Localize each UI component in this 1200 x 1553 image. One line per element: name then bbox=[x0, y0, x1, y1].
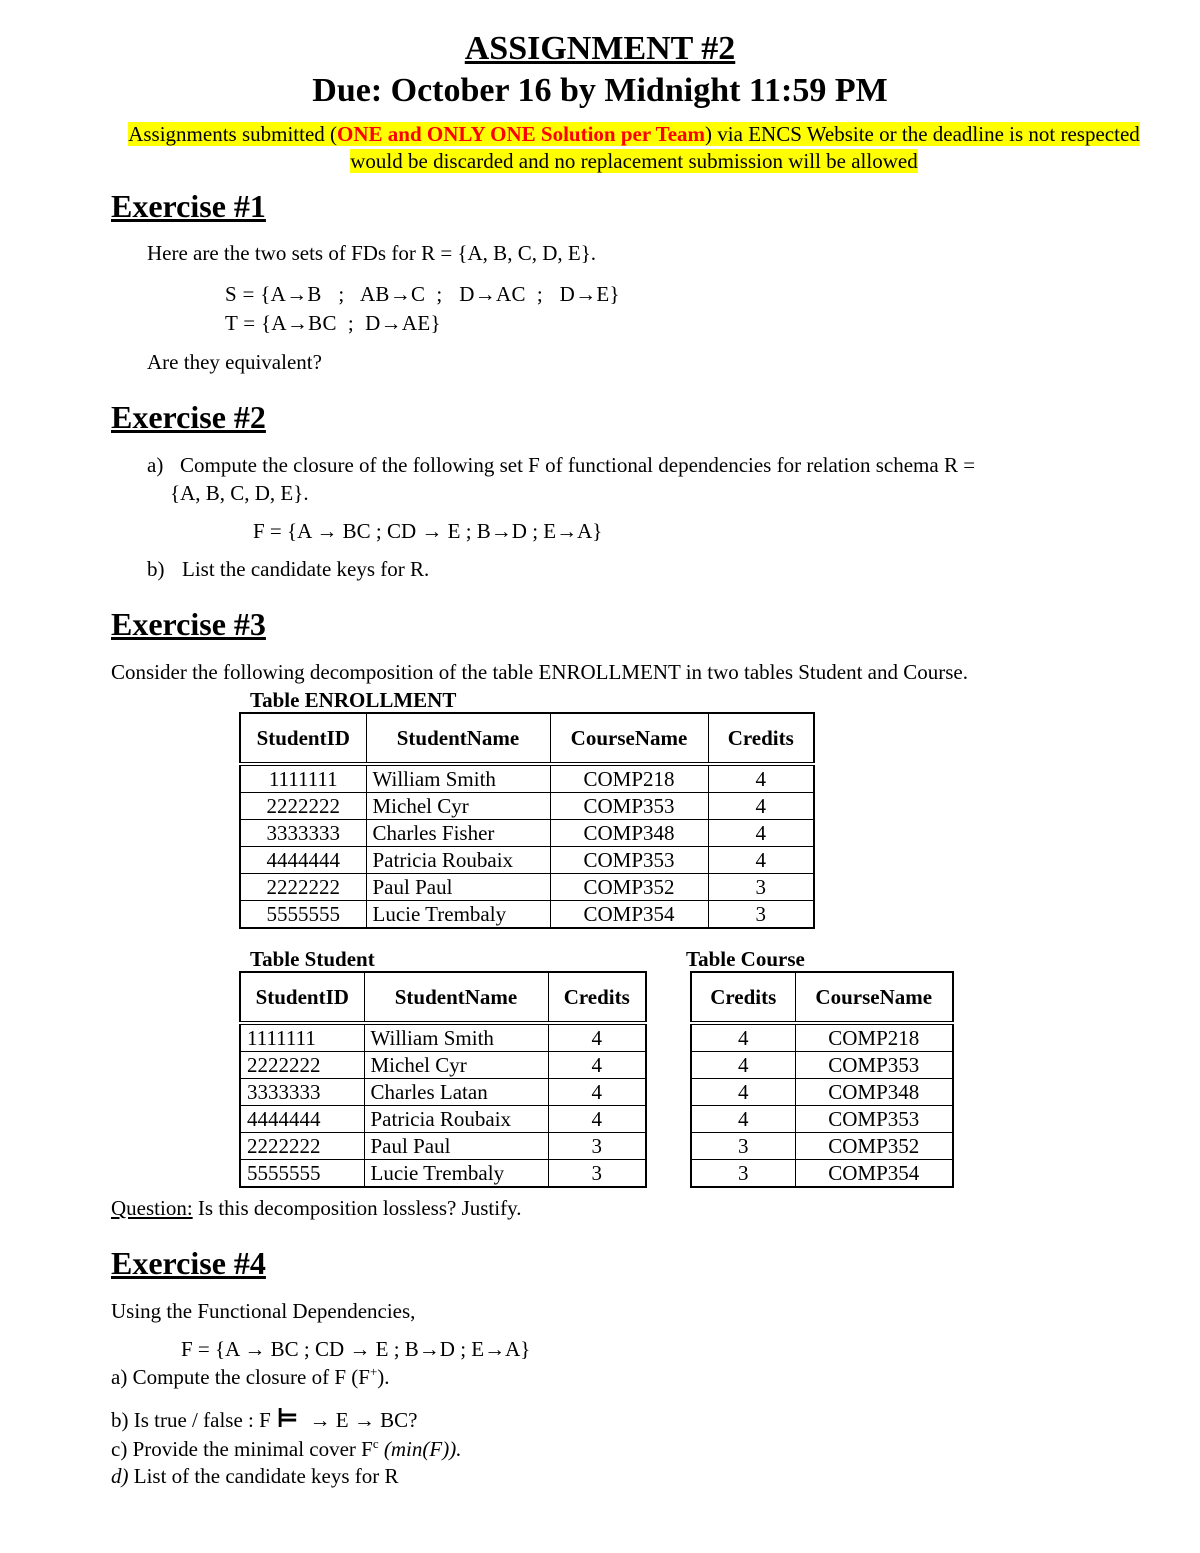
table-row bbox=[240, 901, 814, 929]
table-cell: 3 bbox=[691, 1133, 795, 1160]
table-cell: COMP218 bbox=[550, 764, 708, 793]
ex4-a-end: ). bbox=[377, 1365, 390, 1389]
ex4-c bbox=[111, 1436, 461, 1462]
ex1-set-t: T = {A→BC ; D→AE} bbox=[225, 311, 441, 335]
table-cell: Lucie Trembaly bbox=[364, 1160, 548, 1188]
table-row bbox=[691, 1052, 953, 1079]
table-cell: 2222222 bbox=[240, 874, 366, 901]
table-row bbox=[240, 1079, 646, 1106]
table-cell: Patricia Roubaix bbox=[366, 847, 550, 874]
table-cell: Charles Fisher bbox=[366, 820, 550, 847]
table-cell: COMP218 bbox=[795, 1023, 953, 1052]
table-row bbox=[240, 1133, 646, 1160]
table-row bbox=[691, 1023, 953, 1052]
submission-notice bbox=[108, 121, 1160, 175]
table-cell: 2222222 bbox=[240, 1052, 364, 1079]
table-cell: 3333333 bbox=[240, 1079, 364, 1106]
ex4-fd-set: F = {A → BC ; CD → E ; B→D ; E→A} bbox=[181, 1337, 531, 1361]
table-row bbox=[691, 1106, 953, 1133]
student-table-label: Table Student bbox=[250, 947, 375, 971]
table-cell: Michel Cyr bbox=[366, 793, 550, 820]
table-cell: 3 bbox=[691, 1160, 795, 1188]
ex1-set-s: S = {A→B ; AB→C ; D→AC ; D→E} bbox=[225, 282, 620, 306]
ex4-b bbox=[111, 1404, 417, 1434]
table-cell: 3333333 bbox=[240, 820, 366, 847]
ex2-b-label: b) bbox=[147, 557, 165, 581]
models-symbol: ⊨ bbox=[276, 1404, 300, 1433]
table-cell: 2222222 bbox=[240, 793, 366, 820]
table-cell: COMP352 bbox=[550, 874, 708, 901]
ex1-question: Are they equivalent? bbox=[147, 350, 322, 374]
table-cell: Michel Cyr bbox=[364, 1052, 548, 1079]
ex4-b-pre: b) Is true / false : F bbox=[111, 1408, 277, 1432]
column-header: StudentID bbox=[240, 713, 366, 764]
column-header: Credits bbox=[691, 972, 795, 1023]
column-header: Credits bbox=[708, 713, 814, 764]
table-cell: William Smith bbox=[364, 1023, 548, 1052]
column-header: Credits bbox=[548, 972, 646, 1023]
column-header: StudentName bbox=[364, 972, 548, 1023]
table-row bbox=[240, 847, 814, 874]
table-cell: 3 bbox=[708, 874, 814, 901]
table-cell: 5555555 bbox=[240, 901, 366, 929]
enrollment-table-label: Table ENROLLMENT bbox=[250, 688, 457, 712]
table-row bbox=[240, 1106, 646, 1133]
table-cell: COMP354 bbox=[795, 1160, 953, 1188]
table-cell: COMP353 bbox=[550, 847, 708, 874]
column-header: CourseName bbox=[795, 972, 953, 1023]
table-cell: 4 bbox=[708, 793, 814, 820]
table-row bbox=[240, 764, 814, 793]
table-row bbox=[240, 793, 814, 820]
ex4-d-label: d) bbox=[111, 1464, 129, 1488]
ex2-fd-set: F = {A → BC ; CD → E ; B→D ; E→A} bbox=[253, 519, 603, 543]
table-cell: COMP352 bbox=[795, 1133, 953, 1160]
column-header: StudentID bbox=[240, 972, 364, 1023]
exercise-1-heading: Exercise #1 bbox=[111, 188, 266, 224]
table-row bbox=[691, 1160, 953, 1188]
ex4-a-sup: + bbox=[369, 1364, 378, 1379]
table-row bbox=[691, 1079, 953, 1106]
table-cell: 4 bbox=[548, 1106, 646, 1133]
table-cell: 4 bbox=[691, 1023, 795, 1052]
table-row bbox=[240, 1023, 646, 1052]
table-cell: COMP348 bbox=[550, 820, 708, 847]
table-cell: 3 bbox=[548, 1133, 646, 1160]
table-cell: William Smith bbox=[366, 764, 550, 793]
ex2-a-text-cont: {A, B, C, D, E}. bbox=[170, 481, 309, 505]
notice-highlight bbox=[128, 122, 1140, 173]
question-label: Question: bbox=[111, 1196, 193, 1220]
table-cell: 5555555 bbox=[240, 1160, 364, 1188]
table-row bbox=[240, 1160, 646, 1188]
column-header: CourseName bbox=[550, 713, 708, 764]
table-cell: Patricia Roubaix bbox=[364, 1106, 548, 1133]
assignment-title: ASSIGNMENT #2 bbox=[464, 30, 736, 67]
table-cell: 4 bbox=[708, 820, 814, 847]
table-cell: COMP353 bbox=[550, 793, 708, 820]
table-cell: 4 bbox=[548, 1023, 646, 1052]
notice-red: ONE and ONLY ONE Solution per Team bbox=[337, 122, 706, 146]
notice-pre: Assignments submitted ( bbox=[128, 122, 338, 146]
ex4-a bbox=[111, 1364, 390, 1390]
table-cell: 4 bbox=[691, 1106, 795, 1133]
ex3-intro: Consider the following decomposition of the table ENROLLMENT in two tables Student and Course. bbox=[111, 660, 968, 684]
ex1-intro: Here are the two sets of FDs for R = {A, B, C, D, E}. bbox=[147, 241, 597, 265]
course-table-label: Table Course bbox=[686, 947, 805, 971]
table-cell: 4 bbox=[691, 1052, 795, 1079]
table-row bbox=[240, 874, 814, 901]
table-cell: 4 bbox=[548, 1079, 646, 1106]
ex4-b-post: → E → BC? bbox=[299, 1408, 418, 1432]
ex4-c-pre: c) Provide the minimal cover F bbox=[111, 1437, 373, 1461]
table-cell: 4 bbox=[708, 764, 814, 793]
table-cell: 2222222 bbox=[240, 1133, 364, 1160]
table-cell: COMP353 bbox=[795, 1106, 953, 1133]
ex3-question bbox=[111, 1196, 521, 1221]
table-cell: 4 bbox=[548, 1052, 646, 1079]
ex4-a-text: a) Compute the closure of F (F bbox=[111, 1365, 370, 1389]
table-cell: COMP354 bbox=[550, 901, 708, 929]
enrollment-table bbox=[239, 712, 815, 929]
ex4-c-sup: c bbox=[372, 1436, 379, 1451]
table-header-row bbox=[691, 972, 953, 1023]
ex4-d bbox=[111, 1464, 399, 1489]
ex4-c-ital: (min(F)). bbox=[378, 1437, 462, 1461]
exercise-3-heading: Exercise #3 bbox=[111, 606, 266, 642]
table-header-row bbox=[240, 972, 646, 1023]
table-cell: Paul Paul bbox=[366, 874, 550, 901]
ex2-a-text: Compute the closure of the following set F of functional dependencies for relation schema R = bbox=[180, 453, 976, 477]
table-cell: Paul Paul bbox=[364, 1133, 548, 1160]
notice-post: ) via ENCS Website or the deadline is not respected would be discarded and no replacement submission will be allowed bbox=[350, 122, 1140, 173]
table-cell: 4444444 bbox=[240, 847, 366, 874]
table-cell: 4444444 bbox=[240, 1106, 364, 1133]
table-cell: 4 bbox=[691, 1079, 795, 1106]
due-date: Due: October 16 by Midnight 11:59 PM bbox=[312, 72, 888, 109]
question-text: Is this decomposition lossless? Justify. bbox=[192, 1196, 522, 1220]
table-cell: 1111111 bbox=[240, 764, 366, 793]
table-header-row bbox=[240, 713, 814, 764]
table-row bbox=[691, 1133, 953, 1160]
table-cell: 4 bbox=[708, 847, 814, 874]
table-cell: COMP353 bbox=[795, 1052, 953, 1079]
table-cell: 3 bbox=[708, 901, 814, 929]
table-row bbox=[240, 1052, 646, 1079]
table-cell: 3 bbox=[548, 1160, 646, 1188]
student-table bbox=[239, 971, 647, 1188]
table-cell: 1111111 bbox=[240, 1023, 364, 1052]
ex2-b-text: List the candidate keys for R. bbox=[182, 557, 430, 581]
ex2-a-label: a) bbox=[147, 453, 164, 477]
exercise-2-heading: Exercise #2 bbox=[111, 399, 266, 435]
table-cell: Charles Latan bbox=[364, 1079, 548, 1106]
ex4-d-text: List of the candidate keys for R bbox=[128, 1464, 399, 1488]
ex4-intro: Using the Functional Dependencies, bbox=[111, 1299, 416, 1323]
course-table bbox=[690, 971, 954, 1188]
table-cell: Lucie Trembaly bbox=[366, 901, 550, 929]
column-header: StudentName bbox=[366, 713, 550, 764]
table-row bbox=[240, 820, 814, 847]
table-cell: COMP348 bbox=[795, 1079, 953, 1106]
exercise-4-heading: Exercise #4 bbox=[111, 1245, 266, 1281]
